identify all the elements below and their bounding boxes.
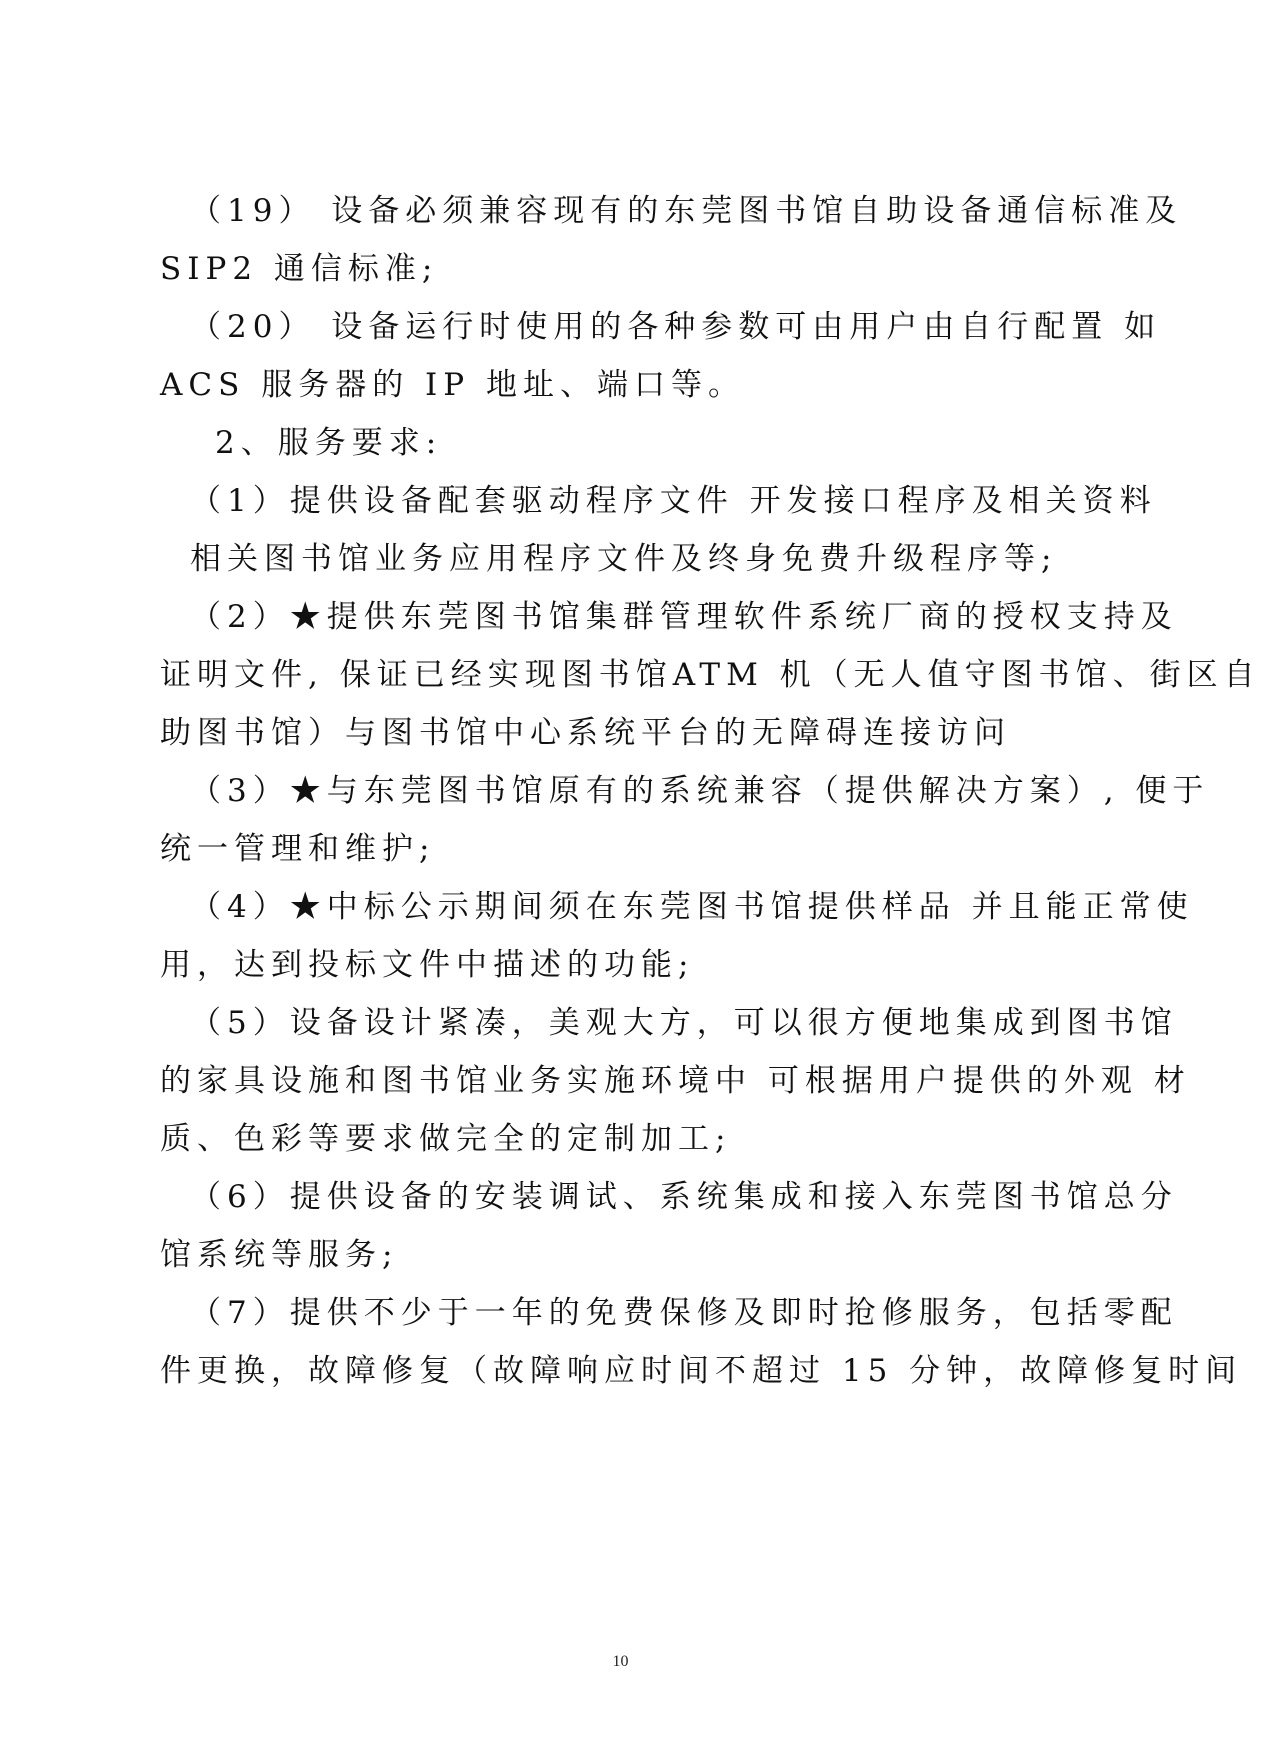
line-service-2: （2）★提供东莞图书馆集群管理软件系统厂商的授权支持及 xyxy=(190,599,1178,635)
line-service-7: （7）提供不少于一年的免费保修及即时抢修服务，包括零配 xyxy=(190,1295,1178,1331)
line-item-19: （19） 设备必须兼容现有的东莞图书馆自助设备通信标准及 xyxy=(190,193,1183,229)
line-service-4-cont: 用，达到投标文件中描述的功能; xyxy=(160,947,695,983)
line-item-20-cont: ACS 服务器的 IP 地址、端口等。 xyxy=(160,367,746,403)
line-item-20: （20） 设备运行时使用的各种参数可由用户由自行配置 如 xyxy=(190,309,1162,345)
line-service-3-cont: 统一管理和维护; xyxy=(160,831,436,867)
line-service-3: （3）★与东莞图书馆原有的系统兼容（提供解决方案）, 便于 xyxy=(190,773,1210,809)
page-number: 10 xyxy=(612,1653,629,1670)
line-service-2-cont: 证明文件, 保证已经实现图书馆ATM 机（无人值守图书馆、街区自 xyxy=(160,657,1261,693)
line-item-19-cont: SIP2 通信标准; xyxy=(160,251,439,287)
line-service-1-cont: 相关图书馆业务应用程序文件及终身免费升级程序等; xyxy=(190,541,1058,577)
line-service-5-cont: 的家具设施和图书馆业务实施环境中 可根据用户提供的外观 材 xyxy=(160,1063,1191,1099)
line-service-1: （1）提供设备配套驱动程序文件 开发接口程序及相关资料 xyxy=(190,483,1157,519)
section-heading: 2、服务要求: xyxy=(215,425,443,461)
line-service-5: （5）设备设计紧凑，美观大方，可以很方便地集成到图书馆 xyxy=(190,1005,1178,1041)
line-service-6: （6）提供设备的安装调试、系统集成和接入东莞图书馆总分 xyxy=(190,1179,1178,1215)
line-service-6-cont: 馆系统等服务; xyxy=(160,1237,399,1273)
line-service-7-cont: 件更换，故障修复（故障响应时间不超过 15 分钟，故障修复时间 xyxy=(160,1353,1243,1389)
line-service-5-cont2: 质、色彩等要求做完全的定制加工; xyxy=(160,1121,732,1157)
line-service-2-cont2: 助图书馆）与图书馆中心系统平台的无障碍连接访问 xyxy=(160,715,1011,751)
line-service-4: （4）★中标公示期间须在东莞图书馆提供样品 并且能正常使 xyxy=(190,889,1194,925)
